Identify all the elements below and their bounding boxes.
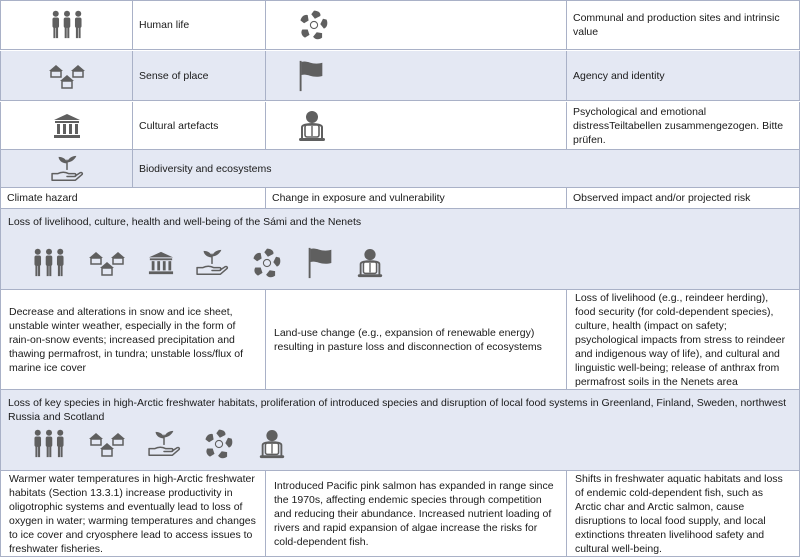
legend-label: Psychological and emotional distressTeiltabellen zusammengezogen. Bitte prüfen. <box>573 105 784 146</box>
impact-cell: Loss of livelihood (e.g., reindeer herding), food security (for cold-dependent species), culture, health (impact on safety; psychological impacts from stress to reindeer and indigenous way of life), and cultural and linguistic well-being; release of anthrax from permafrost soils in the Nenets area <box>567 290 800 390</box>
legend-row-1 <box>0 0 800 50</box>
legend-label-cell <box>567 102 800 150</box>
column-header-row <box>0 188 800 209</box>
legend-row-2 <box>0 51 800 101</box>
hand-plant-icon <box>195 249 229 277</box>
legend-label-cell <box>567 51 800 101</box>
section-row-2 <box>0 471 800 557</box>
hands-circle-icon <box>249 245 285 281</box>
legend-label-cell <box>133 102 266 150</box>
section-header-2 <box>0 390 800 471</box>
huts-icon <box>87 248 127 278</box>
section-header-cell <box>0 390 800 471</box>
section-title: Loss of livelihood, culture, health and well-being of the Sámi and the Nenets <box>8 216 362 228</box>
distressed-person-icon <box>257 428 287 460</box>
legend-label: Cultural artefacts <box>139 119 219 132</box>
legend-label-cell <box>133 1 266 50</box>
section-header-cell <box>0 209 800 290</box>
legend-icon-cell <box>266 1 567 50</box>
distressed-person-icon <box>296 109 328 143</box>
legend-label-cell <box>133 150 800 188</box>
legend-label: Biodiversity and ecosystems <box>139 162 272 175</box>
impact-cell: Shifts in freshwater aquatic habitats and loss of endemic cold-dependent fish, such as Arctic char and Arctic salmon, cause disruptions to local food supply, and local extinctions threaten livelihood safety and cultural well-being. <box>567 471 800 557</box>
column-header-impact: Observed impact and/or projected risk <box>567 188 800 209</box>
huts-icon <box>47 61 87 91</box>
legend-icon-cell <box>0 102 133 150</box>
distressed-person-icon <box>355 247 385 279</box>
legend-label: Sense of place <box>139 69 209 82</box>
flag-icon <box>296 59 326 93</box>
legend-label-cell <box>567 1 800 50</box>
museum-icon <box>52 112 82 140</box>
museum-icon <box>147 250 175 276</box>
hazard-cell: Decrease and alterations in snow and ice sheet, unstable winter weather, especially in the form of rain-on-snow events; increased precipitation and thawing permafrost, in tundra; unstable loss/flux of marine ice cover <box>0 290 266 390</box>
people-icon <box>31 248 67 278</box>
hands-circle-icon <box>296 7 332 43</box>
exposure-cell: Land-use change (e.g., expansion of renewable energy) resulting in pasture loss and disconnection of ecosystems <box>266 290 567 390</box>
hazard-cell: Warmer water temperatures in high-Arctic freshwater habitats (Section 13.3.1) increase productivity in oligotrophic systems and eventually lead to loss of oxygen in water; warming temperatures and changes to ice cover and cryosphere lead to access issues to freshwater fisheries. <box>0 471 266 557</box>
flag-icon <box>305 246 335 280</box>
hands-circle-icon <box>201 426 237 462</box>
legend-label: Human life <box>139 19 190 31</box>
legend-row-3 <box>0 102 800 150</box>
hand-plant-icon <box>50 155 84 183</box>
people-icon <box>49 10 85 40</box>
legend-icon-cell <box>266 51 567 101</box>
legend-icon-cell <box>0 150 133 188</box>
legend-label-cell <box>133 51 266 101</box>
legend-row-4 <box>0 150 800 188</box>
legend-label: Agency and identity <box>573 69 665 82</box>
section-row-1 <box>0 290 800 390</box>
people-icon <box>31 429 67 459</box>
section-title: Loss of key species in high-Arctic freshwater habitats, proliferation of introduced species and disruption of local food systems in Greenland, Finland, Sweden, northwest Russia and Scotland <box>8 397 786 423</box>
section-icons <box>31 426 287 462</box>
legend-label: Communal and production sites and intrinsic value <box>573 12 780 38</box>
section-header-1 <box>0 209 800 290</box>
hand-plant-icon <box>147 430 181 458</box>
exposure-cell: Introduced Pacific pink salmon has expanded in range since the 1970s, affecting endemic species through competition and reducing their abundance. Increased nutrient loading of rivers and rapid expansion of algae increase the risks for cold-dependent fish. <box>266 471 567 557</box>
column-header-hazard: Climate hazard <box>0 188 266 209</box>
legend-icon-cell <box>266 102 567 150</box>
huts-icon <box>87 429 127 459</box>
legend-icon-cell <box>0 1 133 50</box>
section-icons <box>31 245 385 281</box>
column-header-exposure: Change in exposure and vulnerability <box>266 188 567 209</box>
legend-icon-cell <box>0 51 133 101</box>
